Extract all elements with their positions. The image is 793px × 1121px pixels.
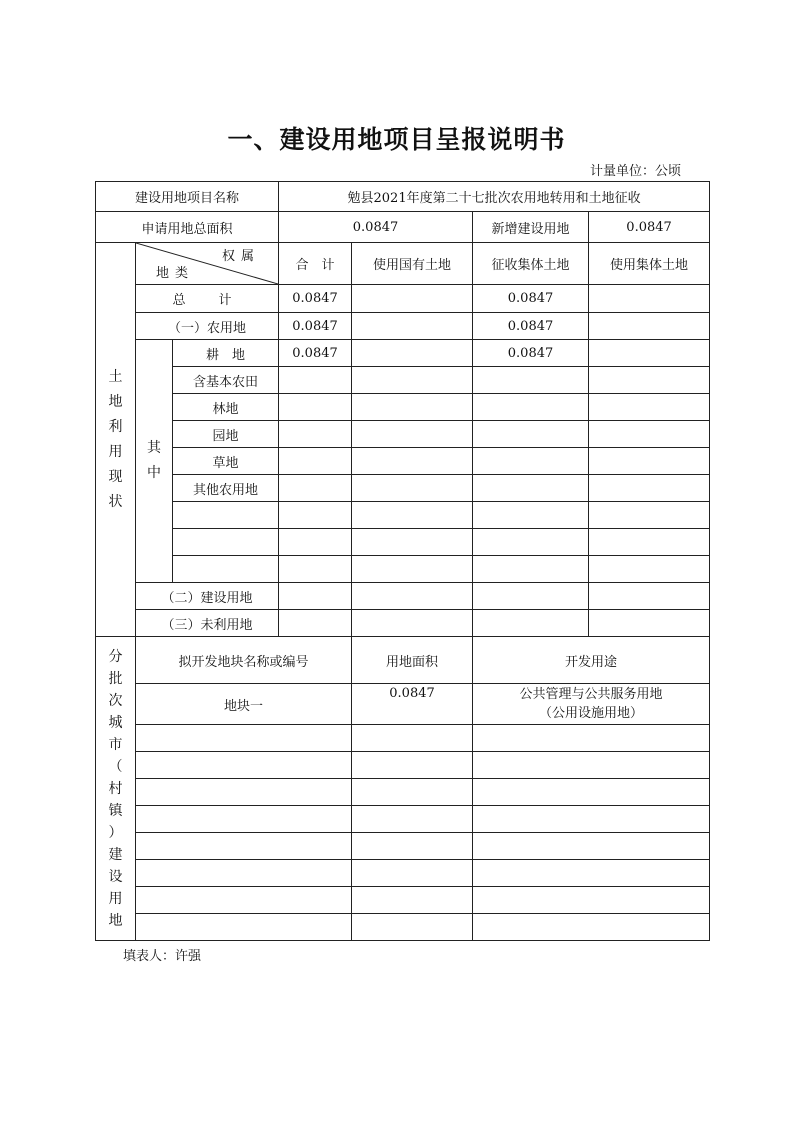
cell-value bbox=[352, 313, 473, 340]
row-label-construction: （二）建设用地 bbox=[136, 583, 279, 610]
column-header-state-owned: 使用国有土地 bbox=[352, 243, 473, 285]
plot-use-line1: 公共管理与公共服务用地 bbox=[519, 687, 663, 702]
table-row bbox=[96, 806, 710, 833]
cell-value bbox=[473, 448, 589, 475]
cell-value bbox=[589, 421, 710, 448]
table-row bbox=[96, 529, 710, 556]
cell-value bbox=[473, 529, 589, 556]
diagonal-header-cell bbox=[136, 243, 279, 285]
cell-value bbox=[352, 610, 473, 637]
table-row bbox=[96, 367, 710, 394]
batch-section-label: 分 批 次 城 市 （ 村 镇 ） 建 设 用 地 bbox=[96, 637, 136, 941]
table-row bbox=[96, 752, 710, 779]
project-name-label: 建设用地项目名称 bbox=[96, 182, 279, 212]
cell-value bbox=[589, 313, 710, 340]
cell-value bbox=[589, 448, 710, 475]
land-use-section-label: 土 地 利 用 现 状 bbox=[96, 243, 136, 637]
table-row bbox=[96, 833, 710, 860]
cell-value bbox=[589, 583, 710, 610]
row-label-unused: （三）未利用地 bbox=[136, 610, 279, 637]
row-label-blank bbox=[173, 502, 279, 529]
cell-value bbox=[352, 556, 473, 583]
batch-header-plot-name: 拟开发地块名称或编号 bbox=[136, 637, 352, 684]
total-area-row bbox=[96, 212, 710, 243]
batch-header-use: 开发用途 bbox=[473, 637, 710, 684]
table-row bbox=[96, 475, 710, 502]
cell-value: 0.0847 bbox=[473, 340, 589, 367]
land-use-header-row bbox=[96, 243, 710, 285]
plot-area: 0.0847 bbox=[352, 684, 473, 725]
cell-value bbox=[473, 421, 589, 448]
cell-value bbox=[589, 529, 710, 556]
ownership-label: 权属 bbox=[222, 249, 261, 264]
cell-value bbox=[352, 502, 473, 529]
column-header-expropriated-collective: 征收集体土地 bbox=[473, 243, 589, 285]
table-row bbox=[96, 860, 710, 887]
row-label-garden: 园地 bbox=[173, 421, 279, 448]
page-title: 一、建设用地项目呈报说明书 bbox=[227, 125, 566, 154]
plot-use-line2: （公用设施用地） bbox=[539, 706, 644, 721]
cell-value bbox=[589, 340, 710, 367]
table-row bbox=[96, 556, 710, 583]
cell-value bbox=[279, 475, 352, 502]
column-header-collective-use: 使用集体土地 bbox=[589, 243, 710, 285]
row-label-agricultural: （一）农用地 bbox=[136, 313, 279, 340]
table-row bbox=[96, 779, 710, 806]
new-construction-value: 0.0847 bbox=[589, 212, 710, 243]
total-area-value: 0.0847 bbox=[279, 212, 473, 243]
cell-value: 0.0847 bbox=[473, 285, 589, 313]
table-row bbox=[96, 887, 710, 914]
row-label-total: 总 计 bbox=[136, 285, 279, 313]
project-name-value: 勉县2021年度第二十七批次农用地转用和土地征收 bbox=[279, 182, 710, 212]
cell-value bbox=[279, 367, 352, 394]
new-construction-label: 新增建设用地 bbox=[473, 212, 589, 243]
cell-value bbox=[279, 610, 352, 637]
cell-value bbox=[352, 448, 473, 475]
cell-value bbox=[279, 529, 352, 556]
cell-value bbox=[589, 556, 710, 583]
cell-value bbox=[473, 610, 589, 637]
cell-value bbox=[589, 475, 710, 502]
cell-value bbox=[473, 502, 589, 529]
cell-value bbox=[473, 556, 589, 583]
cell-value: 0.0847 bbox=[279, 340, 352, 367]
land-type-label: 地类 bbox=[156, 266, 195, 281]
cell-value bbox=[352, 583, 473, 610]
cell-value bbox=[352, 421, 473, 448]
table-row bbox=[96, 610, 710, 637]
cell-value bbox=[352, 285, 473, 313]
row-label-other-agricultural: 其他农用地 bbox=[173, 475, 279, 502]
batch-header-row bbox=[96, 637, 710, 684]
cell-value bbox=[473, 475, 589, 502]
cell-value: 0.0847 bbox=[279, 285, 352, 313]
cell-value bbox=[473, 367, 589, 394]
table-row bbox=[96, 502, 710, 529]
cell-value bbox=[352, 340, 473, 367]
table-row bbox=[96, 394, 710, 421]
cell-value bbox=[352, 394, 473, 421]
cell-value bbox=[589, 610, 710, 637]
table-row bbox=[96, 725, 710, 752]
plot-use bbox=[473, 684, 710, 725]
row-label-blank bbox=[173, 556, 279, 583]
table-row bbox=[96, 448, 710, 475]
table-row bbox=[96, 914, 710, 941]
table-row bbox=[96, 285, 710, 313]
row-label-forest: 林地 bbox=[173, 394, 279, 421]
table-row bbox=[96, 421, 710, 448]
filler-signature: 填表人：许强 bbox=[123, 949, 202, 964]
cell-value bbox=[279, 448, 352, 475]
cell-value: 0.0847 bbox=[473, 313, 589, 340]
plot-name: 地块一 bbox=[136, 684, 352, 725]
cell-value bbox=[473, 394, 589, 421]
cell-value bbox=[352, 367, 473, 394]
row-label-grassland: 草地 bbox=[173, 448, 279, 475]
cell-value bbox=[473, 583, 589, 610]
project-form-table bbox=[95, 181, 710, 941]
cell-value bbox=[352, 475, 473, 502]
table-row bbox=[96, 340, 710, 367]
batch-header-area: 用地面积 bbox=[352, 637, 473, 684]
table-row bbox=[96, 313, 710, 340]
project-name-row bbox=[96, 182, 710, 212]
cell-value bbox=[279, 421, 352, 448]
cell-value bbox=[279, 502, 352, 529]
cell-value: 0.0847 bbox=[279, 313, 352, 340]
total-area-label: 申请用地总面积 bbox=[96, 212, 279, 243]
cell-value bbox=[589, 394, 710, 421]
column-header-total: 合 计 bbox=[279, 243, 352, 285]
cell-value bbox=[279, 394, 352, 421]
row-label-blank bbox=[173, 529, 279, 556]
cell-value bbox=[352, 529, 473, 556]
cell-value bbox=[279, 583, 352, 610]
unit-label: 计量单位：公顷 bbox=[589, 164, 681, 179]
row-label-cultivated: 耕 地 bbox=[173, 340, 279, 367]
table-row bbox=[96, 583, 710, 610]
row-label-basic-farmland: 含基本农田 bbox=[173, 367, 279, 394]
qizhong-label: 其 中 bbox=[136, 340, 173, 583]
table-row bbox=[96, 684, 710, 725]
cell-value bbox=[589, 367, 710, 394]
cell-value bbox=[589, 285, 710, 313]
cell-value bbox=[589, 502, 710, 529]
cell-value bbox=[279, 556, 352, 583]
